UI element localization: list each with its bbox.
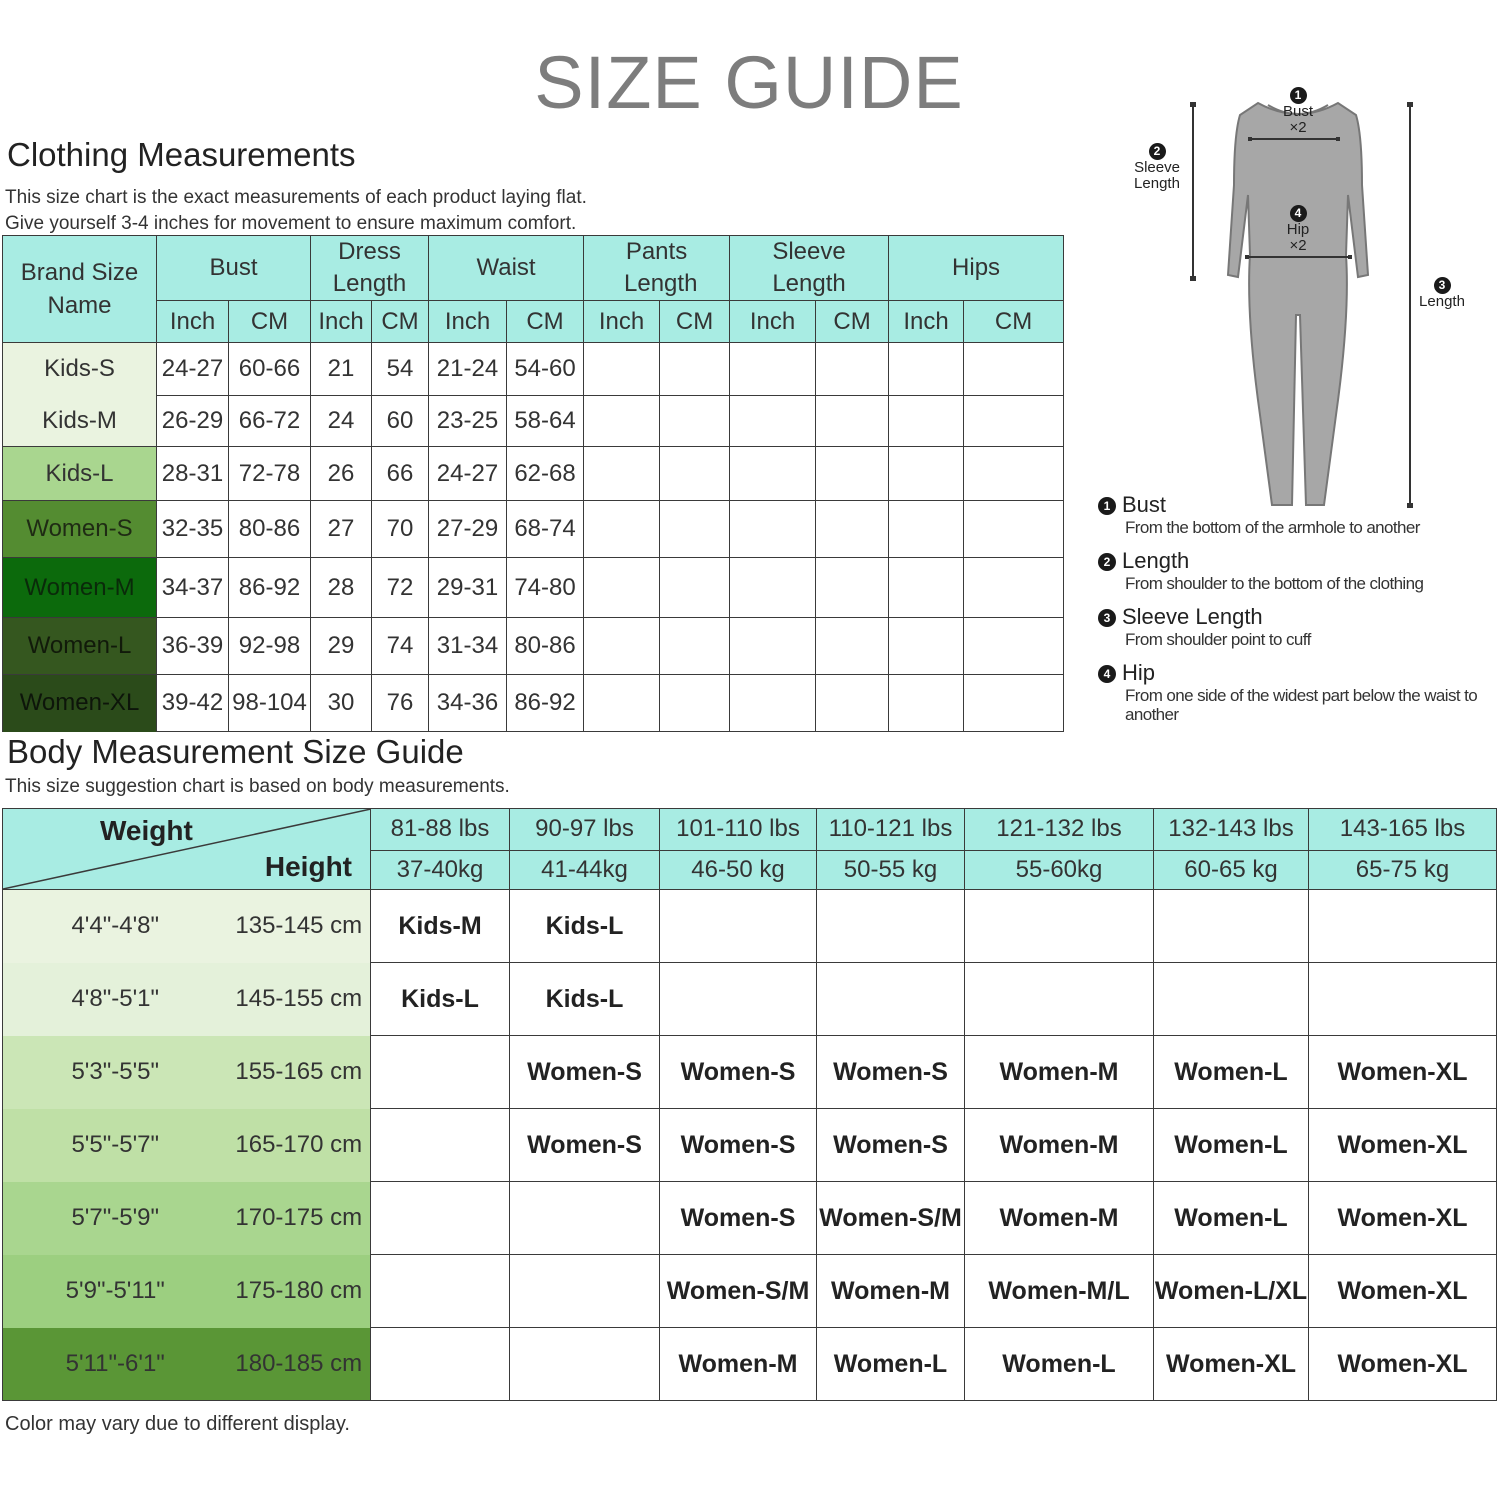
weight-lbs-header: 143-165 lbs — [1309, 809, 1497, 851]
legend-title-text: Sleeve Length — [1122, 604, 1263, 629]
recommended-size-cell: Women-S — [660, 1182, 817, 1255]
measurement-cell: 58-64 — [507, 396, 584, 447]
recommended-size-cell — [1154, 963, 1309, 1036]
clothing-row — [3, 675, 1064, 732]
bust-label — [1278, 87, 1318, 136]
measurement-cell — [816, 447, 889, 501]
measurement-cell — [730, 396, 816, 447]
group-header-sleeve-length: Sleeve Length — [730, 236, 889, 301]
height-ft-cell: 5'5"-5'7" — [3, 1109, 228, 1182]
brand-size-cell: Kids-M — [3, 396, 157, 447]
height-label: Height — [264, 851, 352, 882]
brand-size-cell: Women-L — [3, 618, 157, 675]
measurement-cell: 62-68 — [507, 447, 584, 501]
measurement-cell — [730, 447, 816, 501]
measurement-cell: 66 — [372, 447, 429, 501]
unit-cm: CM — [507, 301, 584, 343]
unit-inch: Inch — [584, 301, 660, 343]
clothing-row — [3, 396, 1064, 447]
measurement-cell — [584, 343, 660, 396]
weight-lbs-header: 110-121 lbs — [817, 809, 965, 851]
measurement-cell — [889, 558, 964, 618]
measurement-cell — [584, 675, 660, 732]
body-row — [3, 1036, 1497, 1109]
legend-title-text: Length — [1122, 548, 1190, 573]
measurement-cell: 34-36 — [429, 675, 507, 732]
recommended-size-cell: Women-S — [510, 1036, 660, 1109]
unit-cm: CM — [229, 301, 311, 343]
group-header-hips: Hips — [889, 236, 1064, 301]
recommended-size-cell: Women-XL — [1154, 1328, 1309, 1401]
unit-inch: Inch — [157, 301, 229, 343]
recommended-size-cell — [510, 1255, 660, 1328]
measurement-cell: 21-24 — [429, 343, 507, 396]
measurement-cell — [889, 396, 964, 447]
measurement-cell — [964, 343, 1064, 396]
body-measurement-table — [2, 808, 1497, 1401]
legend-description: From the bottom of the armhole to another — [1125, 518, 1420, 537]
recommended-size-cell: Women-S — [817, 1109, 965, 1182]
unit-inch: Inch — [889, 301, 964, 343]
recommended-size-cell — [1309, 890, 1497, 963]
unit-inch: Inch — [311, 301, 372, 343]
brand-size-cell: Kids-S — [3, 343, 157, 396]
number-badge: 2 — [1098, 553, 1116, 571]
weight-lbs-header: 121-132 lbs — [965, 809, 1154, 851]
clothing-row — [3, 343, 1064, 396]
measurement-cell: 28-31 — [157, 447, 229, 501]
unit-cm: CM — [660, 301, 730, 343]
legend-item — [1098, 604, 1478, 649]
legend-item — [1098, 492, 1478, 537]
height-ft-cell: 4'8"-5'1" — [3, 963, 228, 1036]
weight-kg-header: 65-75 kg — [1309, 850, 1497, 890]
measurement-cell: 80-86 — [507, 618, 584, 675]
recommended-size-cell: Women-S — [510, 1109, 660, 1182]
weight-kg-header: 50-55 kg — [817, 850, 965, 890]
measurement-cell: 60 — [372, 396, 429, 447]
hip-label — [1278, 205, 1318, 254]
recommended-size-cell — [660, 890, 817, 963]
measurement-cell: 72 — [372, 558, 429, 618]
measurement-cell — [889, 618, 964, 675]
hip-multiplier: ×2 — [1289, 237, 1307, 254]
measurement-cell — [816, 343, 889, 396]
color-disclaimer: Color may vary due to different display. — [5, 1413, 350, 1435]
group-header-bust: Bust — [157, 236, 311, 301]
number-badge: 4 — [1098, 665, 1116, 683]
measurement-cell: 68-74 — [507, 501, 584, 558]
sleeve-length-text: Sleeve Length — [1134, 159, 1180, 192]
height-ft-cell: 5'7"-5'9" — [3, 1182, 228, 1255]
recommended-size-cell: Women-L — [817, 1328, 965, 1401]
sleeve-length-label — [1122, 143, 1192, 192]
recommended-size-cell — [1309, 963, 1497, 1036]
measurement-cell — [584, 558, 660, 618]
weight-kg-header: 60-65 kg — [1154, 850, 1309, 890]
measurement-cell — [964, 396, 1064, 447]
brand-size-cell: Kids-L — [3, 447, 157, 501]
measurement-cell — [816, 558, 889, 618]
measurement-cell: 74-80 — [507, 558, 584, 618]
measurement-cell: 66-72 — [229, 396, 311, 447]
measurement-cell — [730, 558, 816, 618]
measurement-cell: 98-104 — [229, 675, 311, 732]
measurement-cell — [816, 618, 889, 675]
measurement-cell: 34-37 — [157, 558, 229, 618]
measurement-cell: 32-35 — [157, 501, 229, 558]
measurement-cell — [730, 675, 816, 732]
bust-multiplier: ×2 — [1289, 119, 1307, 136]
body-row — [3, 1109, 1497, 1182]
weight-label: Weight — [100, 815, 193, 846]
measurement-cell — [584, 396, 660, 447]
garment-diagram — [1100, 85, 1490, 515]
group-header-waist: Waist — [429, 236, 584, 301]
brand-size-cell: Women-XL — [3, 675, 157, 732]
measurement-cell: 70 — [372, 501, 429, 558]
body-note: This size suggestion chart is based on body measurements. — [5, 776, 510, 797]
recommended-size-cell — [510, 1328, 660, 1401]
legend-title — [1098, 548, 1478, 574]
measurement-cell — [964, 675, 1064, 732]
measurement-cell — [730, 501, 816, 558]
measurement-legend — [1098, 492, 1478, 735]
recommended-size-cell: Women-L — [1154, 1109, 1309, 1182]
measurement-cell — [889, 343, 964, 396]
weight-lbs-header: 132-143 lbs — [1154, 809, 1309, 851]
unit-cm: CM — [372, 301, 429, 343]
recommended-size-cell — [371, 1255, 510, 1328]
measurement-cell: 29 — [311, 618, 372, 675]
recommended-size-cell: Kids-M — [371, 890, 510, 963]
measurement-cell — [584, 618, 660, 675]
weight-lbs-header: 101-110 lbs — [660, 809, 817, 851]
measurement-cell — [660, 501, 730, 558]
measurement-cell — [660, 618, 730, 675]
recommended-size-cell: Women-L/XL — [1154, 1255, 1309, 1328]
recommended-size-cell: Women-M — [965, 1109, 1154, 1182]
brand-size-cell: Women-S — [3, 501, 157, 558]
unit-inch: Inch — [429, 301, 507, 343]
measurement-cell: 92-98 — [229, 618, 311, 675]
legend-title — [1098, 604, 1478, 630]
body-row — [3, 1255, 1497, 1328]
measurement-cell — [660, 447, 730, 501]
measurement-cell: 24-27 — [157, 343, 229, 396]
hip-text: Hip — [1286, 221, 1310, 238]
weight-kg-header: 55-60kg — [965, 850, 1154, 890]
measurement-cell: 74 — [372, 618, 429, 675]
recommended-size-cell: Women-XL — [1309, 1036, 1497, 1109]
clothing-row — [3, 501, 1064, 558]
number-badge: 3 — [1434, 277, 1451, 294]
measurement-cell — [816, 396, 889, 447]
clothing-heading: Clothing Measurements — [7, 136, 356, 173]
height-ft-cell: 5'9"-5'11" — [3, 1255, 228, 1328]
number-badge: 3 — [1098, 609, 1116, 627]
recommended-size-cell — [371, 1036, 510, 1109]
legend-item — [1098, 548, 1478, 593]
height-cm-cell: 180-185 cm — [228, 1328, 371, 1401]
brand-size-header: Brand Size Name — [3, 236, 157, 343]
unit-inch: Inch — [730, 301, 816, 343]
measurement-cell — [889, 447, 964, 501]
measurement-cell: 24-27 — [429, 447, 507, 501]
measurement-cell: 54 — [372, 343, 429, 396]
recommended-size-cell: Women-XL — [1309, 1182, 1497, 1255]
measurement-cell: 72-78 — [229, 447, 311, 501]
height-cm-cell: 135-145 cm — [228, 890, 371, 963]
clothing-note — [5, 185, 587, 237]
body-row — [3, 1328, 1497, 1401]
brand-size-cell: Women-M — [3, 558, 157, 618]
measurement-cell: 24 — [311, 396, 372, 447]
measurement-cell — [964, 501, 1064, 558]
height-cm-cell: 170-175 cm — [228, 1182, 371, 1255]
recommended-size-cell — [371, 1109, 510, 1182]
height-ft-cell: 5'3"-5'5" — [3, 1036, 228, 1109]
measurement-cell: 54-60 — [507, 343, 584, 396]
clothing-note-line-2: Give yourself 3-4 inches for movement to ensure maximum comfort. — [5, 213, 577, 234]
clothing-row — [3, 618, 1064, 675]
measurement-cell: 86-92 — [507, 675, 584, 732]
legend-title — [1098, 492, 1478, 518]
legend-title-text: Bust — [1122, 492, 1167, 517]
group-header-dress-length: Dress Length — [311, 236, 429, 301]
recommended-size-cell — [371, 1182, 510, 1255]
legend-description: From shoulder to the bottom of the clothing — [1125, 574, 1424, 593]
recommended-size-cell — [660, 963, 817, 1036]
measurement-cell: 26 — [311, 447, 372, 501]
height-cm-cell: 165-170 cm — [228, 1109, 371, 1182]
unit-cm: CM — [964, 301, 1064, 343]
unit-cm: CM — [816, 301, 889, 343]
recommended-size-cell — [510, 1182, 660, 1255]
recommended-size-cell: Kids-L — [510, 890, 660, 963]
measurement-cell — [584, 447, 660, 501]
height-ft-cell: 4'4"-4'8" — [3, 890, 228, 963]
measurement-cell — [584, 501, 660, 558]
measurement-cell — [660, 396, 730, 447]
recommended-size-cell — [371, 1328, 510, 1401]
weight-lbs-header: 90-97 lbs — [510, 809, 660, 851]
recommended-size-cell: Women-S — [660, 1036, 817, 1109]
body-row — [3, 1182, 1497, 1255]
measurement-cell — [964, 558, 1064, 618]
height-cm-cell: 145-155 cm — [228, 963, 371, 1036]
recommended-size-cell: Women-S — [817, 1036, 965, 1109]
recommended-size-cell: Women-L — [1154, 1036, 1309, 1109]
measurement-cell — [964, 618, 1064, 675]
weight-kg-header: 37-40kg — [371, 850, 510, 890]
legend-title-text: Hip — [1122, 660, 1156, 685]
measurement-cell: 86-92 — [229, 558, 311, 618]
measurement-cell: 39-42 — [157, 675, 229, 732]
recommended-size-cell: Women-M — [965, 1036, 1154, 1109]
recommended-size-cell — [965, 890, 1154, 963]
recommended-size-cell: Women-M/L — [965, 1255, 1154, 1328]
height-cm-cell: 155-165 cm — [228, 1036, 371, 1109]
legend-item — [1098, 660, 1478, 724]
measurement-cell — [730, 343, 816, 396]
recommended-size-cell: Women-XL — [1309, 1255, 1497, 1328]
measurement-cell: 27 — [311, 501, 372, 558]
recommended-size-cell: Women-M — [660, 1328, 817, 1401]
recommended-size-cell: Women-S/M — [817, 1182, 965, 1255]
measurement-cell — [730, 618, 816, 675]
clothing-row — [3, 558, 1064, 618]
height-ft-cell: 5'11"-6'1" — [3, 1328, 228, 1401]
measurement-cell: 30 — [311, 675, 372, 732]
measurement-cell — [660, 343, 730, 396]
weight-kg-header: 41-44kg — [510, 850, 660, 890]
measurement-cell: 36-39 — [157, 618, 229, 675]
bust-text: Bust — [1282, 103, 1313, 120]
body-row — [3, 963, 1497, 1036]
recommended-size-cell: Women-L — [1154, 1182, 1309, 1255]
measurement-cell: 26-29 — [157, 396, 229, 447]
measurement-cell: 28 — [311, 558, 372, 618]
measurement-cell: 80-86 — [229, 501, 311, 558]
recommended-size-cell: Women-L — [965, 1328, 1154, 1401]
clothing-measurements-table — [2, 235, 1064, 732]
measurement-cell: 23-25 — [429, 396, 507, 447]
recommended-size-cell — [1154, 890, 1309, 963]
legend-description: From one side of the widest part below the waist to another — [1125, 686, 1478, 724]
group-header-pants-length: Pants Length — [584, 236, 730, 301]
clothing-row — [3, 447, 1064, 501]
recommended-size-cell: Women-S — [660, 1109, 817, 1182]
recommended-size-cell — [817, 890, 965, 963]
length-label — [1412, 277, 1472, 310]
measurement-cell: 21 — [311, 343, 372, 396]
recommended-size-cell: Women-XL — [1309, 1109, 1497, 1182]
recommended-size-cell: Women-XL — [1309, 1328, 1497, 1401]
measurement-cell — [660, 558, 730, 618]
measurement-cell — [964, 447, 1064, 501]
number-badge: 2 — [1149, 143, 1166, 160]
measurement-cell — [816, 501, 889, 558]
weight-lbs-header: 81-88 lbs — [371, 809, 510, 851]
recommended-size-cell: Women-S/M — [660, 1255, 817, 1328]
length-text: Length — [1419, 293, 1465, 310]
recommended-size-cell: Women-M — [965, 1182, 1154, 1255]
page-title: SIZE GUIDE — [534, 41, 964, 124]
measurement-cell: 76 — [372, 675, 429, 732]
recommended-size-cell: Women-M — [817, 1255, 965, 1328]
body-heading: Body Measurement Size Guide — [7, 733, 464, 770]
body-row — [3, 890, 1497, 963]
recommended-size-cell: Kids-L — [510, 963, 660, 1036]
number-badge: 4 — [1290, 205, 1307, 222]
number-badge: 1 — [1098, 497, 1116, 515]
measurement-cell: 60-66 — [229, 343, 311, 396]
legend-description: From shoulder point to cuff — [1125, 630, 1311, 649]
weight-height-corner — [3, 809, 371, 890]
height-cm-cell: 175-180 cm — [228, 1255, 371, 1328]
measurement-cell: 31-34 — [429, 618, 507, 675]
measurement-cell — [889, 675, 964, 732]
measurement-cell: 29-31 — [429, 558, 507, 618]
recommended-size-cell — [965, 963, 1154, 1036]
clothing-note-line-1: This size chart is the exact measurements of each product laying flat. — [5, 187, 587, 208]
measurement-cell — [889, 501, 964, 558]
measurement-cell: 27-29 — [429, 501, 507, 558]
recommended-size-cell — [817, 963, 965, 1036]
measurement-cell — [816, 675, 889, 732]
recommended-size-cell: Kids-L — [371, 963, 510, 1036]
number-badge: 1 — [1290, 87, 1307, 104]
measurement-cell — [660, 675, 730, 732]
legend-title — [1098, 660, 1478, 686]
weight-kg-header: 46-50 kg — [660, 850, 817, 890]
